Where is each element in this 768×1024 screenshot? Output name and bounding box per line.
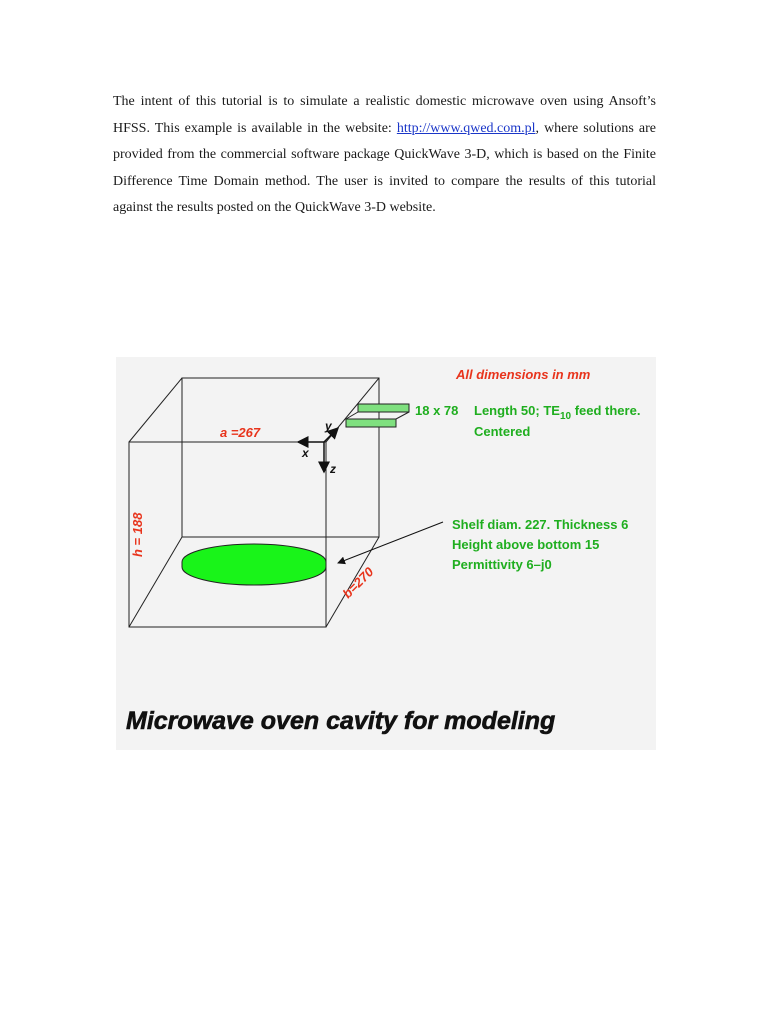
waveguide-feed [346, 404, 409, 427]
axis-x-label: x [302, 446, 309, 460]
shelf-annotation-line3: Permittivity 6–j0 [452, 557, 552, 572]
shelf-annotation-line2: Height above bottom 15 [452, 537, 600, 552]
figure-caption: Microwave oven cavity for modeling [126, 707, 556, 735]
dimension-a-label: a =267 [220, 425, 261, 440]
axis-z-label: z [330, 462, 336, 476]
cavity-edge [129, 378, 182, 442]
feed-description [474, 403, 640, 422]
feed-subscript: 10 [559, 411, 572, 422]
feed-suffix: feed there. [571, 403, 641, 418]
intro-text-continued: , where solutions are provided from the commercial software package QuickWave 3-D, which is based on the Finite Difference Time Domain method. The user is invited to compare the results of this tutorial against the results posted on the QuickWave 3-D website. [113, 120, 656, 215]
shelf-pointer-arrow [338, 522, 443, 563]
dimension-b-label: b=270 [339, 564, 377, 602]
feed-text: Length 50; TE [474, 403, 560, 418]
shelf-disc [182, 544, 326, 585]
feed-position-label: Centered [474, 424, 531, 439]
oven-cavity-figure [116, 357, 656, 750]
qwed-website-link[interactable]: http://www.qwed.com.pl [396, 120, 536, 136]
waveguide-size-label: 18 x 78 [415, 403, 459, 418]
intro-text: The intent of this tutorial is to simulate a realistic domestic microwave oven using Ansoft’s HFSS. This example is available in the website: [113, 94, 656, 136]
cavity-front-face [129, 442, 326, 627]
dimension-h-label: h = 188 [130, 512, 145, 557]
cavity-back-face [182, 378, 379, 537]
intro-paragraph [113, 89, 656, 222]
units-note: All dimensions in mm [456, 367, 591, 382]
axis-y-label: y [325, 419, 332, 433]
oven-cavity-diagram [116, 357, 656, 750]
shelf-annotation-line1: Shelf diam. 227. Thickness 6 [452, 517, 629, 532]
